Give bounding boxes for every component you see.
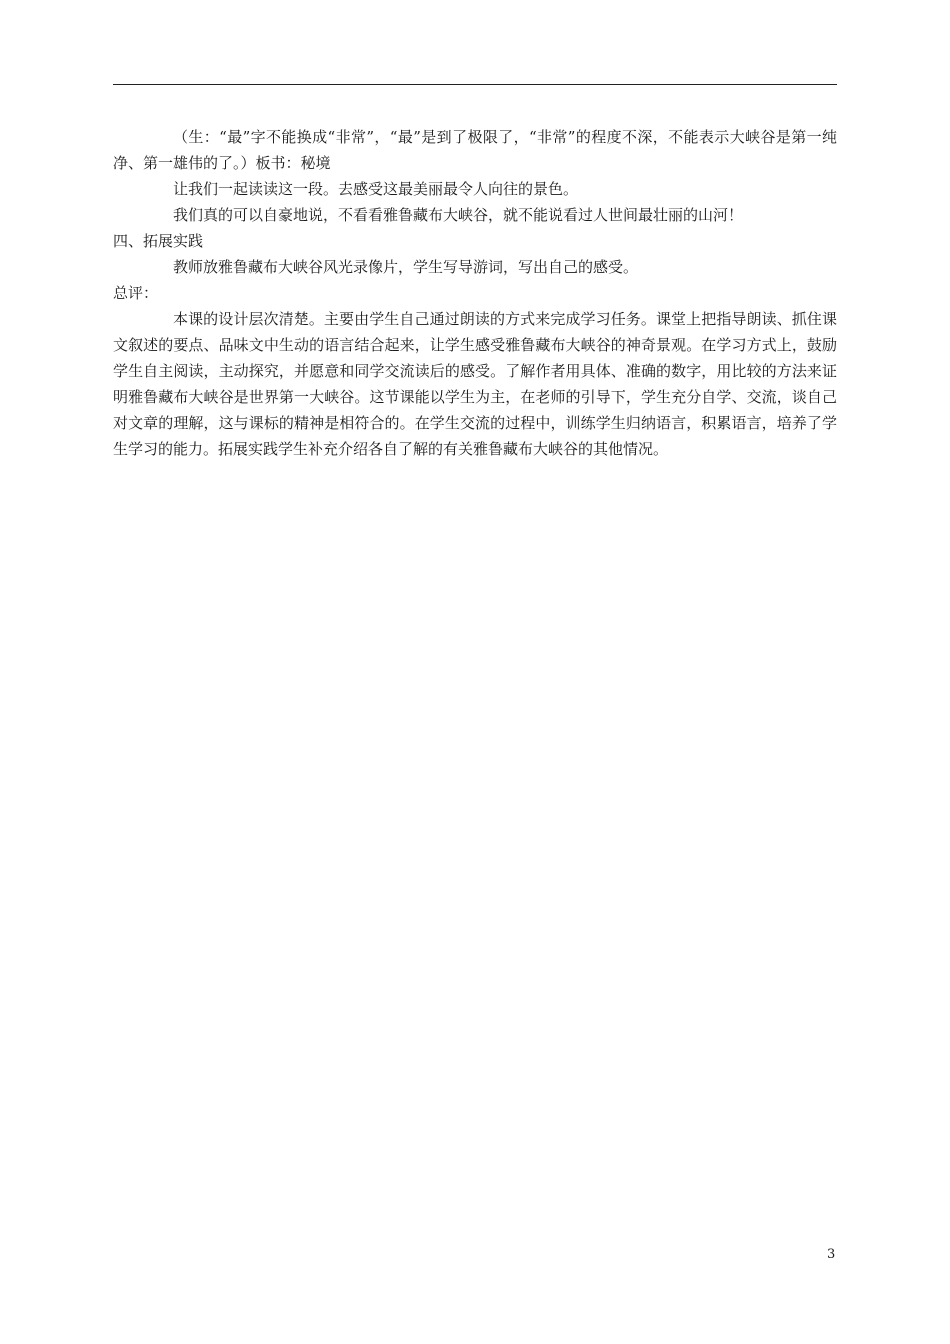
section-heading-overall-comment: 总评： <box>113 284 159 302</box>
header-rule <box>113 84 837 85</box>
section-heading-extension-practice: 四、拓展实践 <box>113 232 204 250</box>
paragraph-student-answer: （生：“最”字不能换成“非常”，“最”是到了极限了，“非常”的程度不深，不能表示大峡谷是第一纯净、第一雄伟的了。）板书：秘境 <box>113 128 837 172</box>
paragraph-proudly-say: 我们真的可以自豪地说，不看看雅鲁藏布大峡谷，就不能说看过人世间最壮丽的山河！ <box>173 206 744 224</box>
document-body <box>113 124 837 462</box>
paragraph-overall-comment: 本课的设计层次清楚。主要由学生自己通过朗读的方式来完成学习任务。课堂上把指导朗读、抓住课文叙述的要点、品味文中生动的语言结合起来，让学生感受雅鲁藏布大峡谷的神奇景观。在学习方式上，鼓励学生自主阅读，主动探究，并愿意和同学交流读后的感受。了解作者用具体、准确的数字，用比较的方法来证明雅鲁藏布大峡谷是世界第一大峡谷。这节课能以学生为主，在老师的引导下，学生充分自学、交流，谈自己对文章的理解，这与课标的精神是相符合的。在学生交流的过程中，训练学生归纳语言，积累语言，培养了学生学习的能力。拓展实践学生补充介绍各自了解的有关雅鲁藏布大峡谷的其他情况。 <box>113 310 837 458</box>
paragraph-read-together: 让我们一起读读这一段。去感受这最美丽最令人向往的景色。 <box>173 180 579 198</box>
paragraph-video-activity: 教师放雅鲁藏布大峡谷风光录像片，学生写导游词，写出自己的感受。 <box>173 258 639 276</box>
page-number: 3 <box>827 1247 836 1262</box>
